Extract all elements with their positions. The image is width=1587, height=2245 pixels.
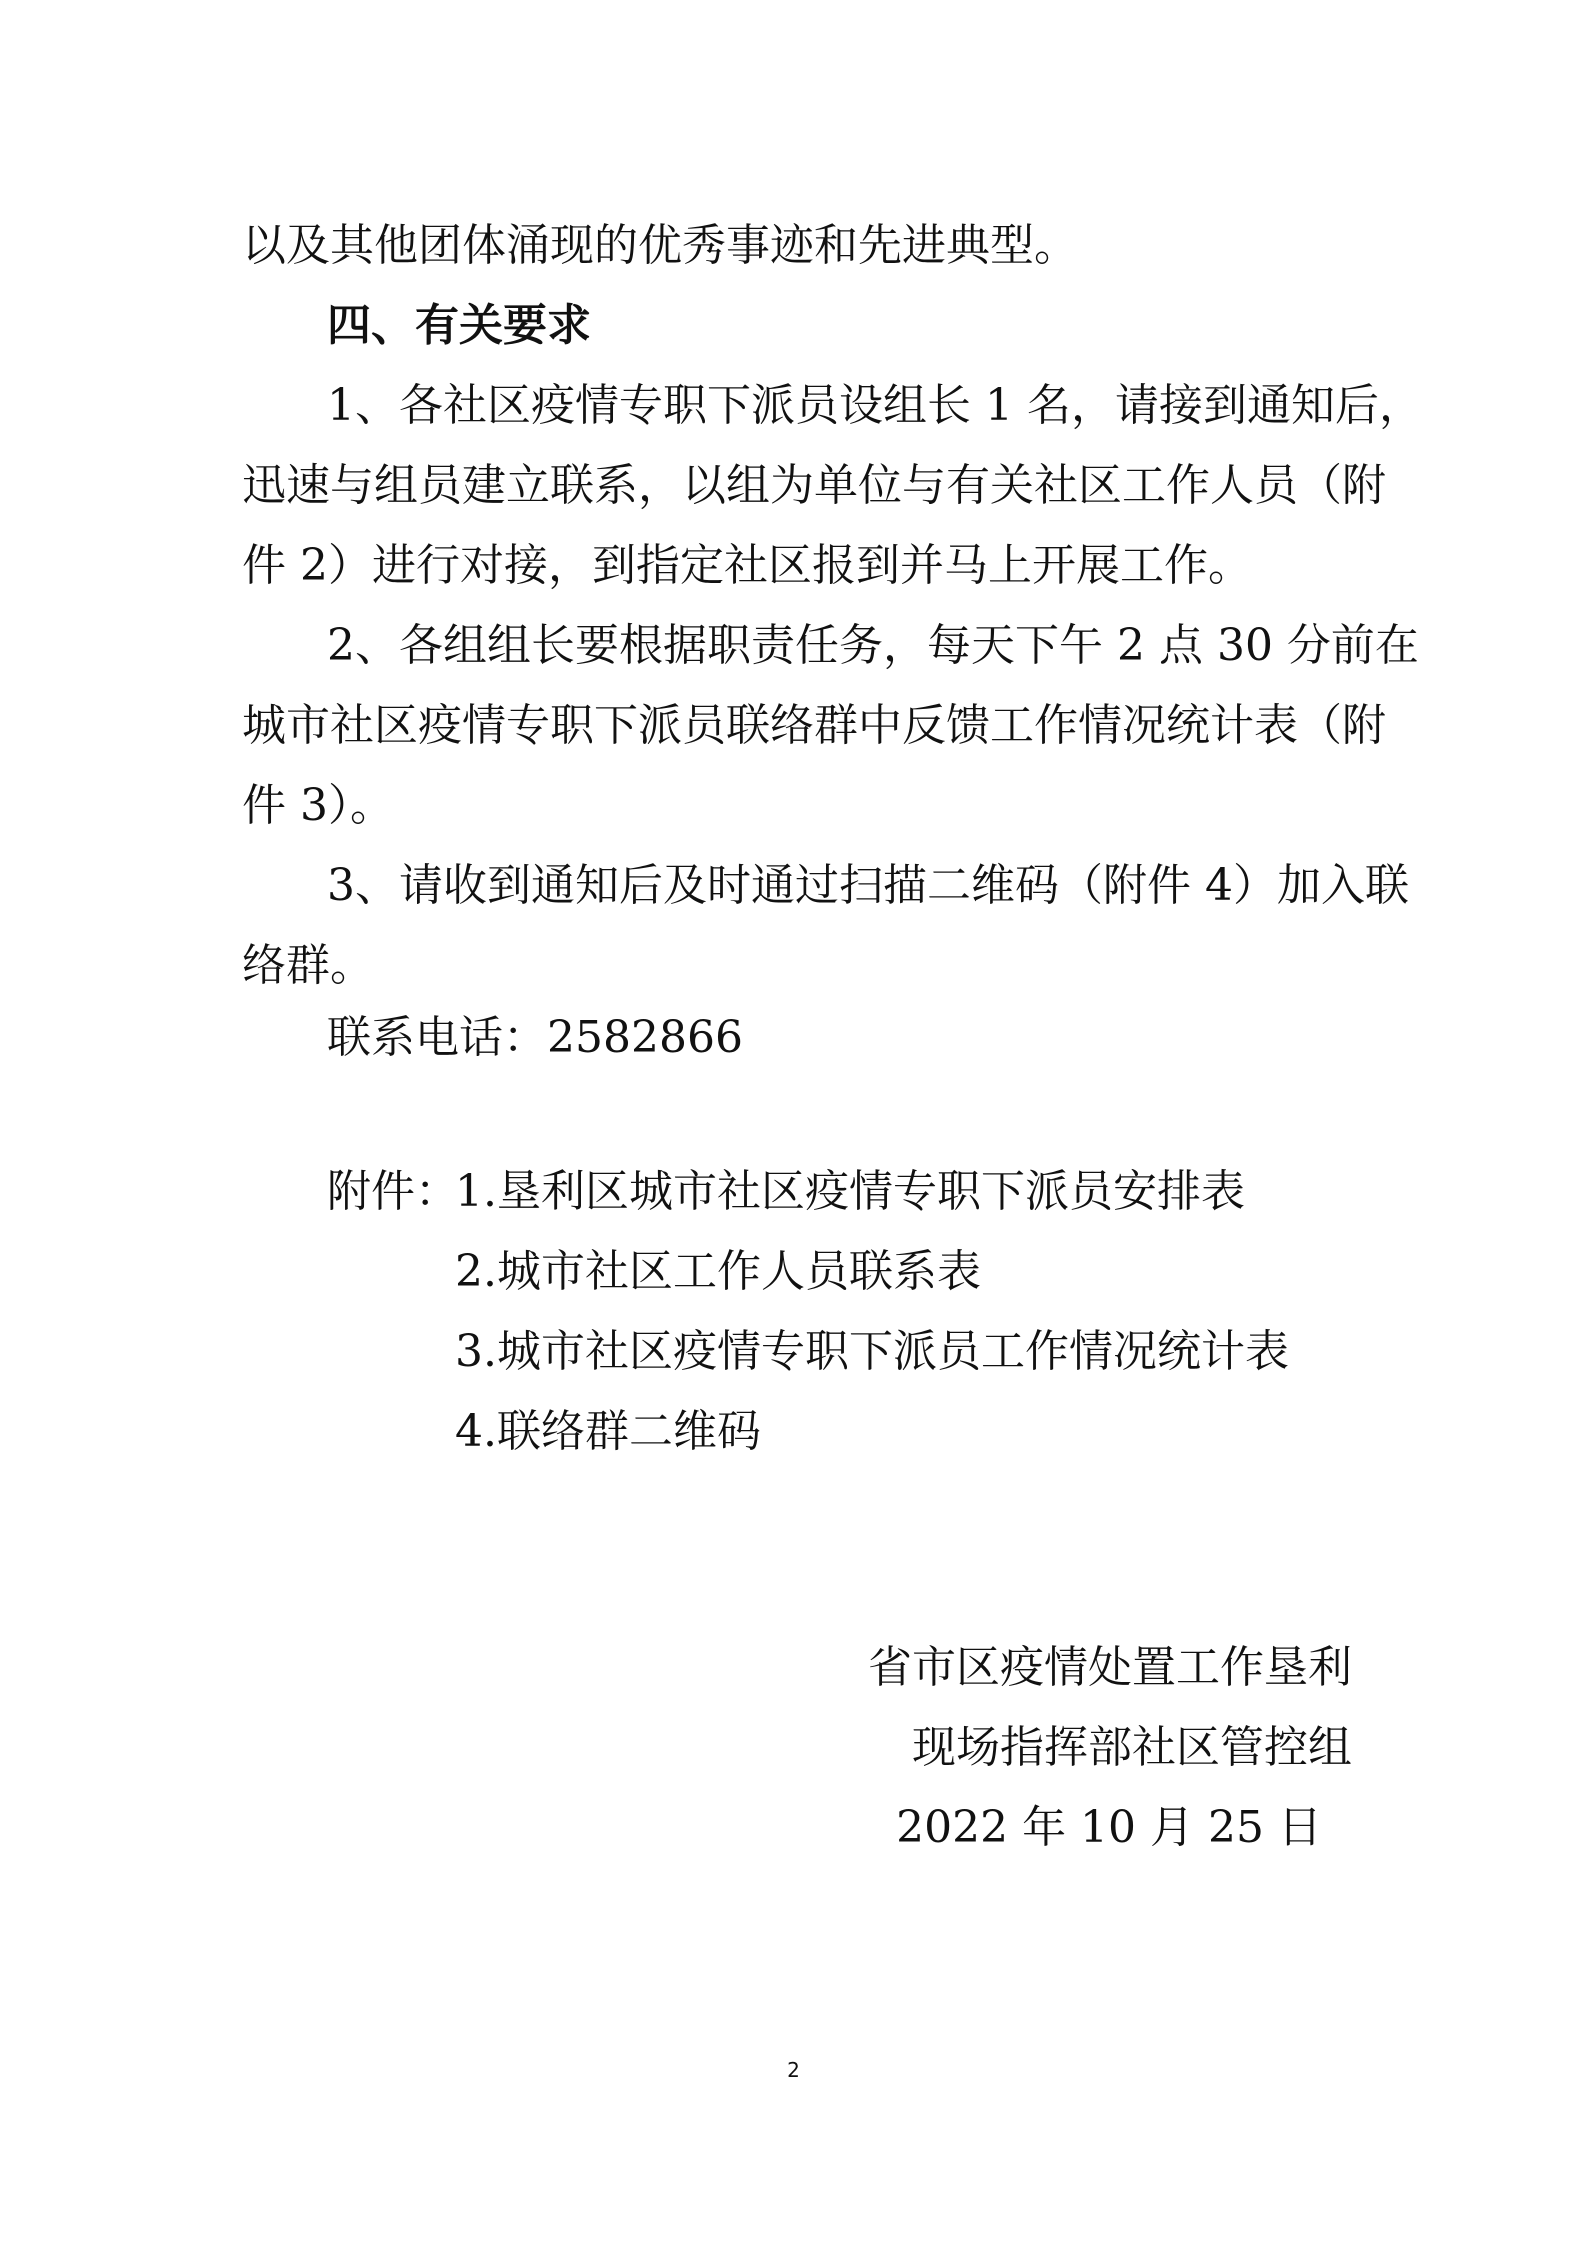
paragraph-line: 件 3）。 (242, 780, 394, 831)
paragraph-line: 3、请收到通知后及时通过扫描二维码（附件 4）加入联 (327, 860, 1409, 911)
signature-org-line: 现场指挥部社区管控组 (912, 1722, 1352, 1773)
paragraph-line: 迅速与组员建立联系，以组为单位与有关社区工作人员（附 (242, 460, 1386, 511)
section-heading: 四、有关要求 (327, 300, 591, 351)
signature-org-line: 省市区疫情处置工作垦利 (868, 1642, 1352, 1693)
attachment-item: 3.城市社区疫情专职下派员工作情况统计表 (455, 1326, 1289, 1377)
paragraph-line: 络群。 (242, 940, 374, 991)
attachment-item: 1.垦利区城市社区疫情专职下派员安排表 (455, 1166, 1245, 1217)
paragraph-line: 城市社区疫情专职下派员联络群中反馈工作情况统计表（附 (242, 700, 1386, 751)
page-number: 2 (787, 2058, 800, 2082)
body-line: 以及其他团体涌现的优秀事迹和先进典型。 (242, 220, 1078, 271)
attachment-item: 2.城市社区工作人员联系表 (455, 1246, 981, 1297)
paragraph-line: 1、各社区疫情专职下派员设组长 1 名，请接到通知后， (327, 380, 1423, 431)
signature-date: 2022 年 10 月 25 日 (896, 1802, 1322, 1853)
attachment-item: 4.联络群二维码 (455, 1406, 761, 1457)
contact-phone: 联系电话：2582866 (327, 1012, 743, 1063)
attachments-label: 附件： (327, 1166, 459, 1217)
paragraph-line: 件 2）进行对接，到指定社区报到并马上开展工作。 (242, 540, 1252, 591)
paragraph-line: 2、各组组长要根据职责任务，每天下午 2 点 30 分前在 (327, 620, 1419, 671)
